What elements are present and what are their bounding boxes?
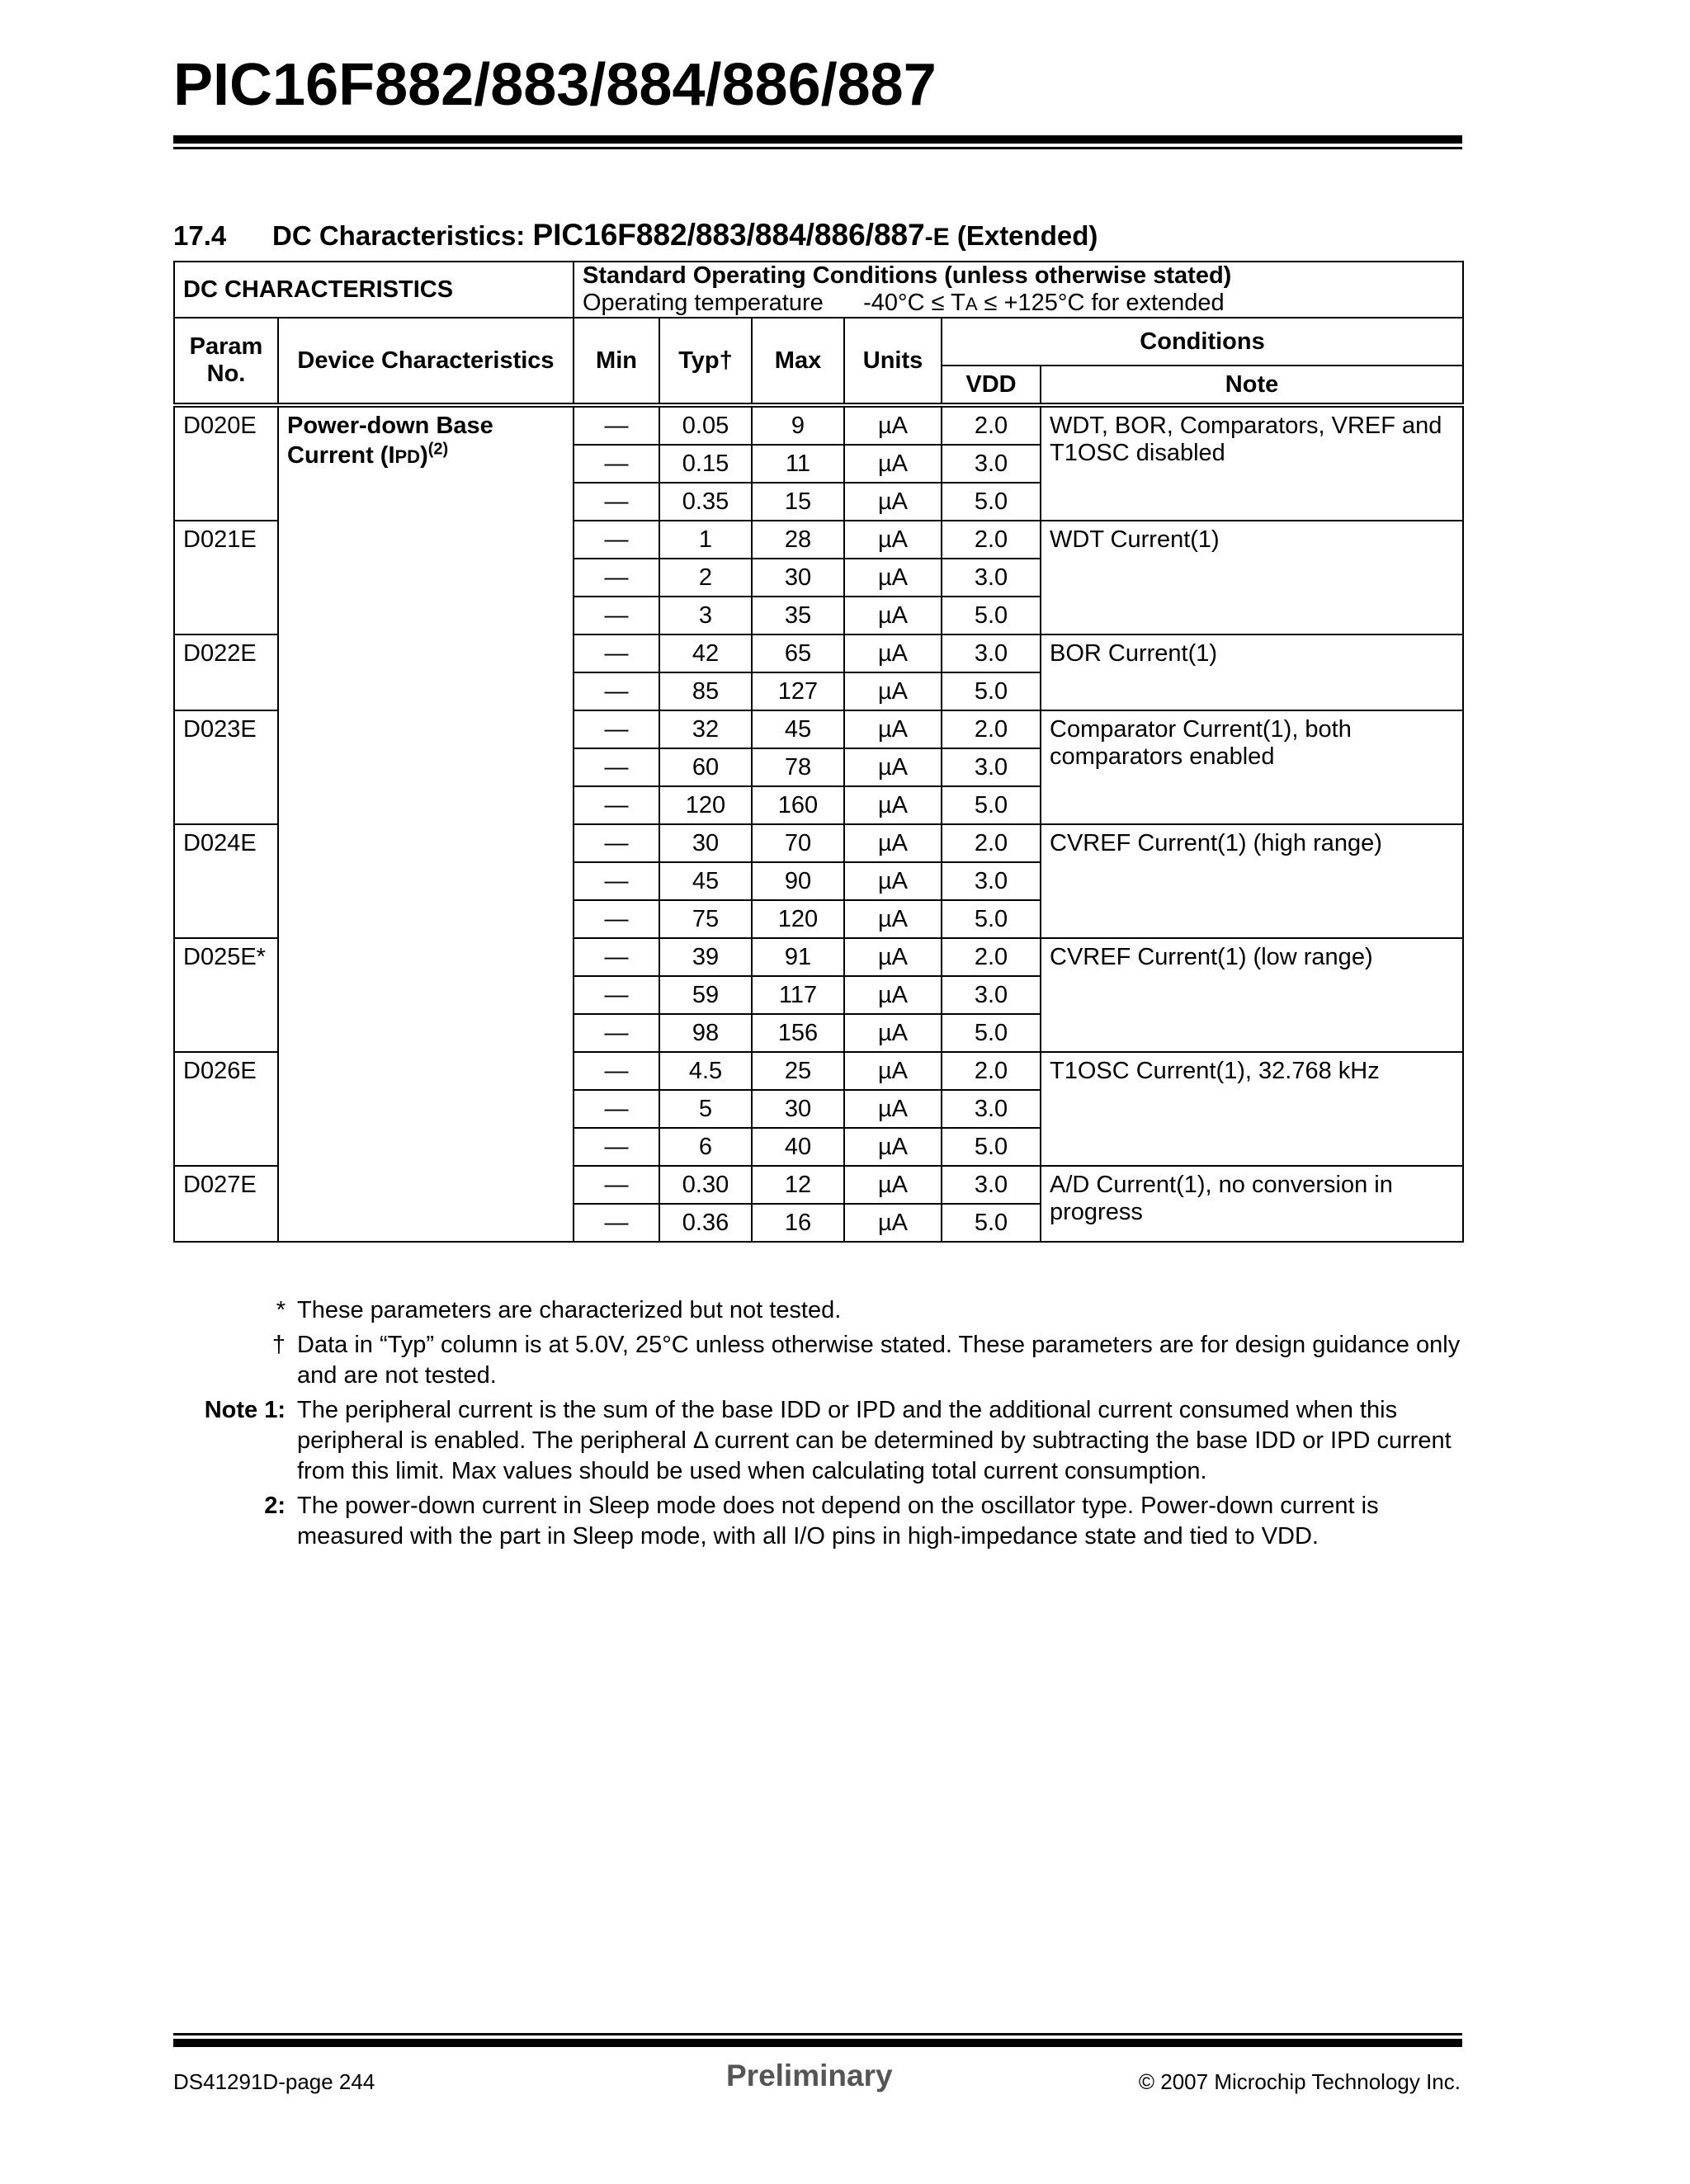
typ-value: 0.35 — [659, 483, 752, 521]
header-rule-thin — [173, 147, 1462, 149]
unit-value: µA — [844, 1128, 942, 1166]
vdd-value: 3.0 — [942, 1166, 1041, 1204]
min-value: — — [574, 445, 659, 483]
device-characteristic — [278, 405, 574, 1242]
unit-value: µA — [844, 597, 942, 634]
param-no: D024E — [174, 824, 278, 938]
typ-value: 45 — [659, 862, 752, 900]
condition-note: T1OSC Current(1), 32.768 kHz — [1041, 1052, 1463, 1166]
vdd-value: 2.0 — [942, 521, 1041, 559]
footnote-star-text: These parameters are characterized but not tested. — [297, 1297, 842, 1323]
section-title-suffix: -E — [924, 224, 950, 251]
min-value: — — [574, 672, 659, 710]
section-title-end: (Extended) — [949, 220, 1098, 251]
vdd-value: 5.0 — [942, 900, 1041, 938]
min-value: — — [574, 824, 659, 862]
min-value: — — [574, 786, 659, 824]
max-value: 117 — [752, 976, 844, 1014]
typ-value: 5 — [659, 1090, 752, 1128]
typ-value: 1 — [659, 521, 752, 559]
unit-value: µA — [844, 976, 942, 1014]
unit-value: µA — [844, 672, 942, 710]
unit-value: µA — [844, 938, 942, 976]
max-value: 45 — [752, 710, 844, 748]
vdd-value: 3.0 — [942, 862, 1041, 900]
param-no: D025E* — [174, 938, 278, 1052]
dc-table-body — [174, 405, 1463, 1242]
footnotes — [173, 1295, 1462, 1556]
unit-value: µA — [844, 786, 942, 824]
vdd-value: 2.0 — [942, 405, 1041, 445]
unit-value: µA — [844, 521, 942, 559]
min-value: — — [574, 1014, 659, 1052]
section-number: 17.4 — [173, 220, 227, 251]
typ-value: 75 — [659, 900, 752, 938]
typ-value: 98 — [659, 1014, 752, 1052]
param-no: D021E — [174, 521, 278, 634]
min-value: — — [574, 900, 659, 938]
condition-note: A/D Current(1), no conversion in progress — [1041, 1166, 1463, 1242]
typ-value: 30 — [659, 824, 752, 862]
vdd-value: 5.0 — [942, 1014, 1041, 1052]
unit-value: µA — [844, 1090, 942, 1128]
std-conditions: Standard Operating Conditions (unless otherwise stated) — [583, 262, 1232, 289]
min-value: — — [574, 710, 659, 748]
max-value: 65 — [752, 634, 844, 672]
footer-rule — [173, 2039, 1462, 2047]
typ-value: 3 — [659, 597, 752, 634]
max-value: 156 — [752, 1014, 844, 1052]
dc-characteristics-label: DC CHARACTERISTICS — [174, 262, 574, 318]
col-param: Param No. — [174, 318, 278, 405]
table-row — [174, 405, 1463, 445]
condition-note: CVREF Current(1) (low range) — [1041, 938, 1463, 1052]
page-title: PIC16F882/883/884/886/887 — [173, 52, 937, 118]
param-no: D023E — [174, 710, 278, 824]
section-title-prefix: DC Characteristics: — [272, 220, 533, 251]
footnote-note1-text: The peripheral current is the sum of the base IDD or IPD and the additional current consumed when this peripheral is enabled. The peripheral Δ current can be determined by subtracting the base IDD or IPD current from this limit. Max values should be used when calculating total current consumption. — [297, 1397, 1452, 1484]
section-heading — [173, 218, 1098, 252]
vdd-value: 5.0 — [942, 1204, 1041, 1242]
ipd-label: Power-down Base Current (IPD)$^{(2)}$ — [287, 413, 493, 469]
min-value: — — [574, 862, 659, 900]
col-note: Note — [1041, 366, 1463, 405]
min-value: — — [574, 1052, 659, 1090]
unit-value: µA — [844, 1014, 942, 1052]
min-value: — — [574, 405, 659, 445]
unit-value: µA — [844, 824, 942, 862]
vdd-value: 3.0 — [942, 976, 1041, 1014]
max-value: 35 — [752, 597, 844, 634]
unit-value: µA — [844, 445, 942, 483]
vdd-value: 5.0 — [942, 672, 1041, 710]
typ-value: 0.15 — [659, 445, 752, 483]
max-value: 70 — [752, 824, 844, 862]
typ-value: 59 — [659, 976, 752, 1014]
col-typ: Typ† — [659, 318, 752, 405]
footnote-note1 — [173, 1395, 1462, 1487]
max-value: 90 — [752, 862, 844, 900]
min-value: — — [574, 1204, 659, 1242]
max-value: 16 — [752, 1204, 844, 1242]
min-value: — — [574, 938, 659, 976]
footer-rule-thin — [173, 2033, 1462, 2035]
vdd-value: 2.0 — [942, 1052, 1041, 1090]
footnote-star-mark: * — [276, 1297, 286, 1323]
col-min: Min — [574, 318, 659, 405]
max-value: 30 — [752, 1090, 844, 1128]
vdd-value: 2.0 — [942, 710, 1041, 748]
condition-note: WDT Current(1) — [1041, 521, 1463, 634]
max-value: 78 — [752, 748, 844, 786]
unit-value: µA — [844, 1204, 942, 1242]
param-no: D027E — [174, 1166, 278, 1242]
min-value: — — [574, 1166, 659, 1204]
vdd-value: 3.0 — [942, 445, 1041, 483]
min-value: — — [574, 748, 659, 786]
max-value: 160 — [752, 786, 844, 824]
col-device: Device Characteristics — [278, 318, 574, 405]
vdd-value: 5.0 — [942, 786, 1041, 824]
op-temp — [583, 290, 1454, 317]
typ-value: 32 — [659, 710, 752, 748]
max-value: 120 — [752, 900, 844, 938]
unit-value: µA — [844, 862, 942, 900]
footnote-star — [173, 1295, 1462, 1326]
max-value: 127 — [752, 672, 844, 710]
footnote-note2 — [173, 1491, 1462, 1552]
unit-value: µA — [844, 1166, 942, 1204]
vdd-value: 5.0 — [942, 597, 1041, 634]
max-value: 40 — [752, 1128, 844, 1166]
condition-note: WDT, BOR, Comparators, VREF and T1OSC disabled — [1041, 405, 1463, 521]
op-temp-post: ≤ +125°C for extended — [977, 290, 1225, 316]
vdd-value: 3.0 — [942, 559, 1041, 597]
typ-value: 120 — [659, 786, 752, 824]
min-value: — — [574, 634, 659, 672]
vdd-value: 5.0 — [942, 483, 1041, 521]
std-conditions-cell — [574, 262, 1463, 318]
min-value: — — [574, 976, 659, 1014]
col-vdd: VDD — [942, 366, 1041, 405]
footnote-note2-text: The power-down current in Sleep mode does not depend on the oscillator type. Power-down current is measured with the part in Sleep mode, with all I/O pins in high-impedance state and tied to VDD. — [297, 1493, 1379, 1550]
vdd-value: 3.0 — [942, 1090, 1041, 1128]
max-value: 15 — [752, 483, 844, 521]
vdd-value: 5.0 — [942, 1128, 1041, 1166]
typ-value: 0.30 — [659, 1166, 752, 1204]
vdd-value: 2.0 — [942, 824, 1041, 862]
unit-value: µA — [844, 748, 942, 786]
dc-characteristics-table — [173, 261, 1464, 1243]
col-conditions: Conditions — [942, 318, 1463, 366]
min-value: — — [574, 483, 659, 521]
min-value: — — [574, 559, 659, 597]
footer-preliminary: Preliminary — [726, 2059, 893, 2092]
condition-note: Comparator Current(1), both comparators enabled — [1041, 710, 1463, 824]
vdd-value: 2.0 — [942, 938, 1041, 976]
param-no: D020E — [174, 405, 278, 521]
col-max: Max — [752, 318, 844, 405]
max-value: 25 — [752, 1052, 844, 1090]
unit-value: µA — [844, 1052, 942, 1090]
typ-value: 42 — [659, 634, 752, 672]
footnote-note1-mark: Note 1: — [204, 1397, 286, 1423]
unit-value: µA — [844, 634, 942, 672]
typ-value: 85 — [659, 672, 752, 710]
max-value: 91 — [752, 938, 844, 976]
op-temp-pre: -40°C ≤ T — [863, 290, 965, 316]
max-value: 12 — [752, 1166, 844, 1204]
unit-value: µA — [844, 405, 942, 445]
vdd-value: 3.0 — [942, 634, 1041, 672]
min-value: — — [574, 521, 659, 559]
param-no: D022E — [174, 634, 278, 710]
unit-value: µA — [844, 710, 942, 748]
typ-value: 4.5 — [659, 1052, 752, 1090]
footnote-dagger — [173, 1330, 1462, 1391]
vdd-value: 3.0 — [942, 748, 1041, 786]
min-value: — — [574, 1090, 659, 1128]
op-temp-label: Operating temperature — [583, 290, 824, 316]
typ-value: 2 — [659, 559, 752, 597]
footer-page: DS41291D-page 244 — [173, 2069, 375, 2094]
typ-value: 6 — [659, 1128, 752, 1166]
max-value: 28 — [752, 521, 844, 559]
condition-note: CVREF Current(1) (high range) — [1041, 824, 1463, 938]
typ-value: 0.36 — [659, 1204, 752, 1242]
unit-value: µA — [844, 483, 942, 521]
max-value: 11 — [752, 445, 844, 483]
typ-value: 39 — [659, 938, 752, 976]
condition-note: BOR Current(1) — [1041, 634, 1463, 710]
max-value: 30 — [752, 559, 844, 597]
max-value: 9 — [752, 405, 844, 445]
unit-value: µA — [844, 559, 942, 597]
min-value: — — [574, 597, 659, 634]
op-temp-sub: A — [965, 294, 978, 314]
header-rule — [173, 135, 1462, 144]
unit-value: µA — [844, 900, 942, 938]
footer-copyright: © 2007 Microchip Technology Inc. — [1138, 2069, 1461, 2094]
param-no: D026E — [174, 1052, 278, 1166]
col-units: Units — [844, 318, 942, 405]
typ-value: 60 — [659, 748, 752, 786]
typ-value: 0.05 — [659, 405, 752, 445]
footnote-dagger-mark: † — [271, 1332, 286, 1358]
section-title-device: PIC16F882/883/884/886/887 — [532, 218, 925, 252]
footnote-note2-mark: 2: — [264, 1493, 286, 1519]
footnote-dagger-text: Data in “Typ” column is at 5.0V, 25°C unless otherwise stated. These parameters are for design guidance only and are not tested. — [297, 1332, 1461, 1389]
min-value: — — [574, 1128, 659, 1166]
